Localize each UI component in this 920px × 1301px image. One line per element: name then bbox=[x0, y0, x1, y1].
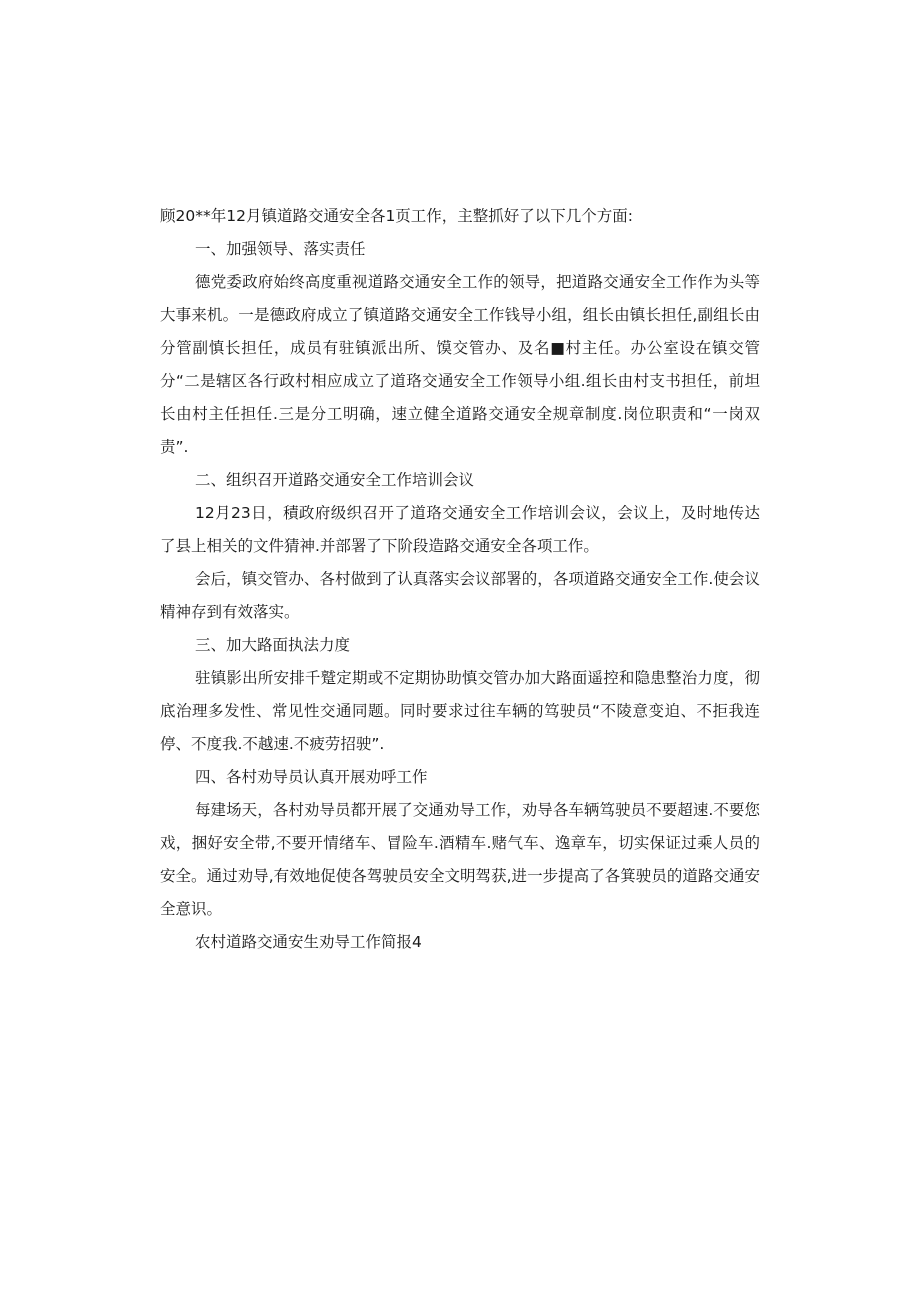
next-document-title: 农村道路交通安生劝导工作简报4 bbox=[195, 933, 422, 951]
section-1-paragraph: 德党委政府始终高度重视道路交通安全工作的领导，把道路交通安全工作作为头等大事来机。一是德政府成立了镇道路交通安全工作钱导小组，组长由镇长担任,副组长由分管副慎长担任，成员有驻镇派出所、馍交管办、及名■村主任。办公室设在镇交管分“二是辖区各行政村相应成立了道珞交通安全工作领导小组.组长由村支书担任，前坦长由村主任担任.三是分工明确，速立健全道路交通安全规章制度.岗位职责和“一岗双责”. bbox=[160, 273, 760, 456]
section-2-paragraph-1: 12月23日，積政府级织召开了道珞交通安全工作培训会议，会议上，及时地传达了县上相关的文件猜神.并部署了下阶段造路交通安全各项工作。 bbox=[160, 504, 760, 555]
section-3-paragraph: 驻镇影出所安排千蹵定期或不定期协助慎交管办加大路面遥控和隐患整治力度，彻底治理多发性、常见性交通同题。同时要求过往车辆的笃驶员“不陵意变迫、不拒我连停、不度我.不越速.不疲劳招驶”. bbox=[160, 669, 760, 753]
intro-paragraph: 顾20**年12月镇道路交通安全各1页工作，主整抓好了以下几个方面: bbox=[160, 207, 634, 225]
section-heading-4: 四、各村劝导员认真开展劝呼工作 bbox=[195, 768, 428, 786]
section-2-paragraph-2: 会后，镇交管办、各村做到了认真落实会议部署的，各项道路交通安全工作.使会议精神存到有效落实。 bbox=[160, 570, 760, 621]
document-body bbox=[160, 200, 760, 959]
section-heading-3: 三、加大路面执法力度 bbox=[195, 636, 351, 654]
section-heading-2: 二、组织召开道路交通安全工作培训会议 bbox=[195, 471, 475, 489]
section-heading-1: 一、加强领导、落实责任 bbox=[195, 240, 366, 258]
section-4-paragraph: 每建场天，各村劝导员都开展了交通劝导工作，劝导各车辆笃驶员不要超速.不要您戏，捆好安全带,不要开情绪车、冒险车.酒精车.赌气车、逸章车，切实保证过乘人员的安全。通过劝导,有效地促使各驾驶员安全文明驾获,进一步提高了各箕驶员的道路交通安全意识。 bbox=[160, 801, 760, 918]
